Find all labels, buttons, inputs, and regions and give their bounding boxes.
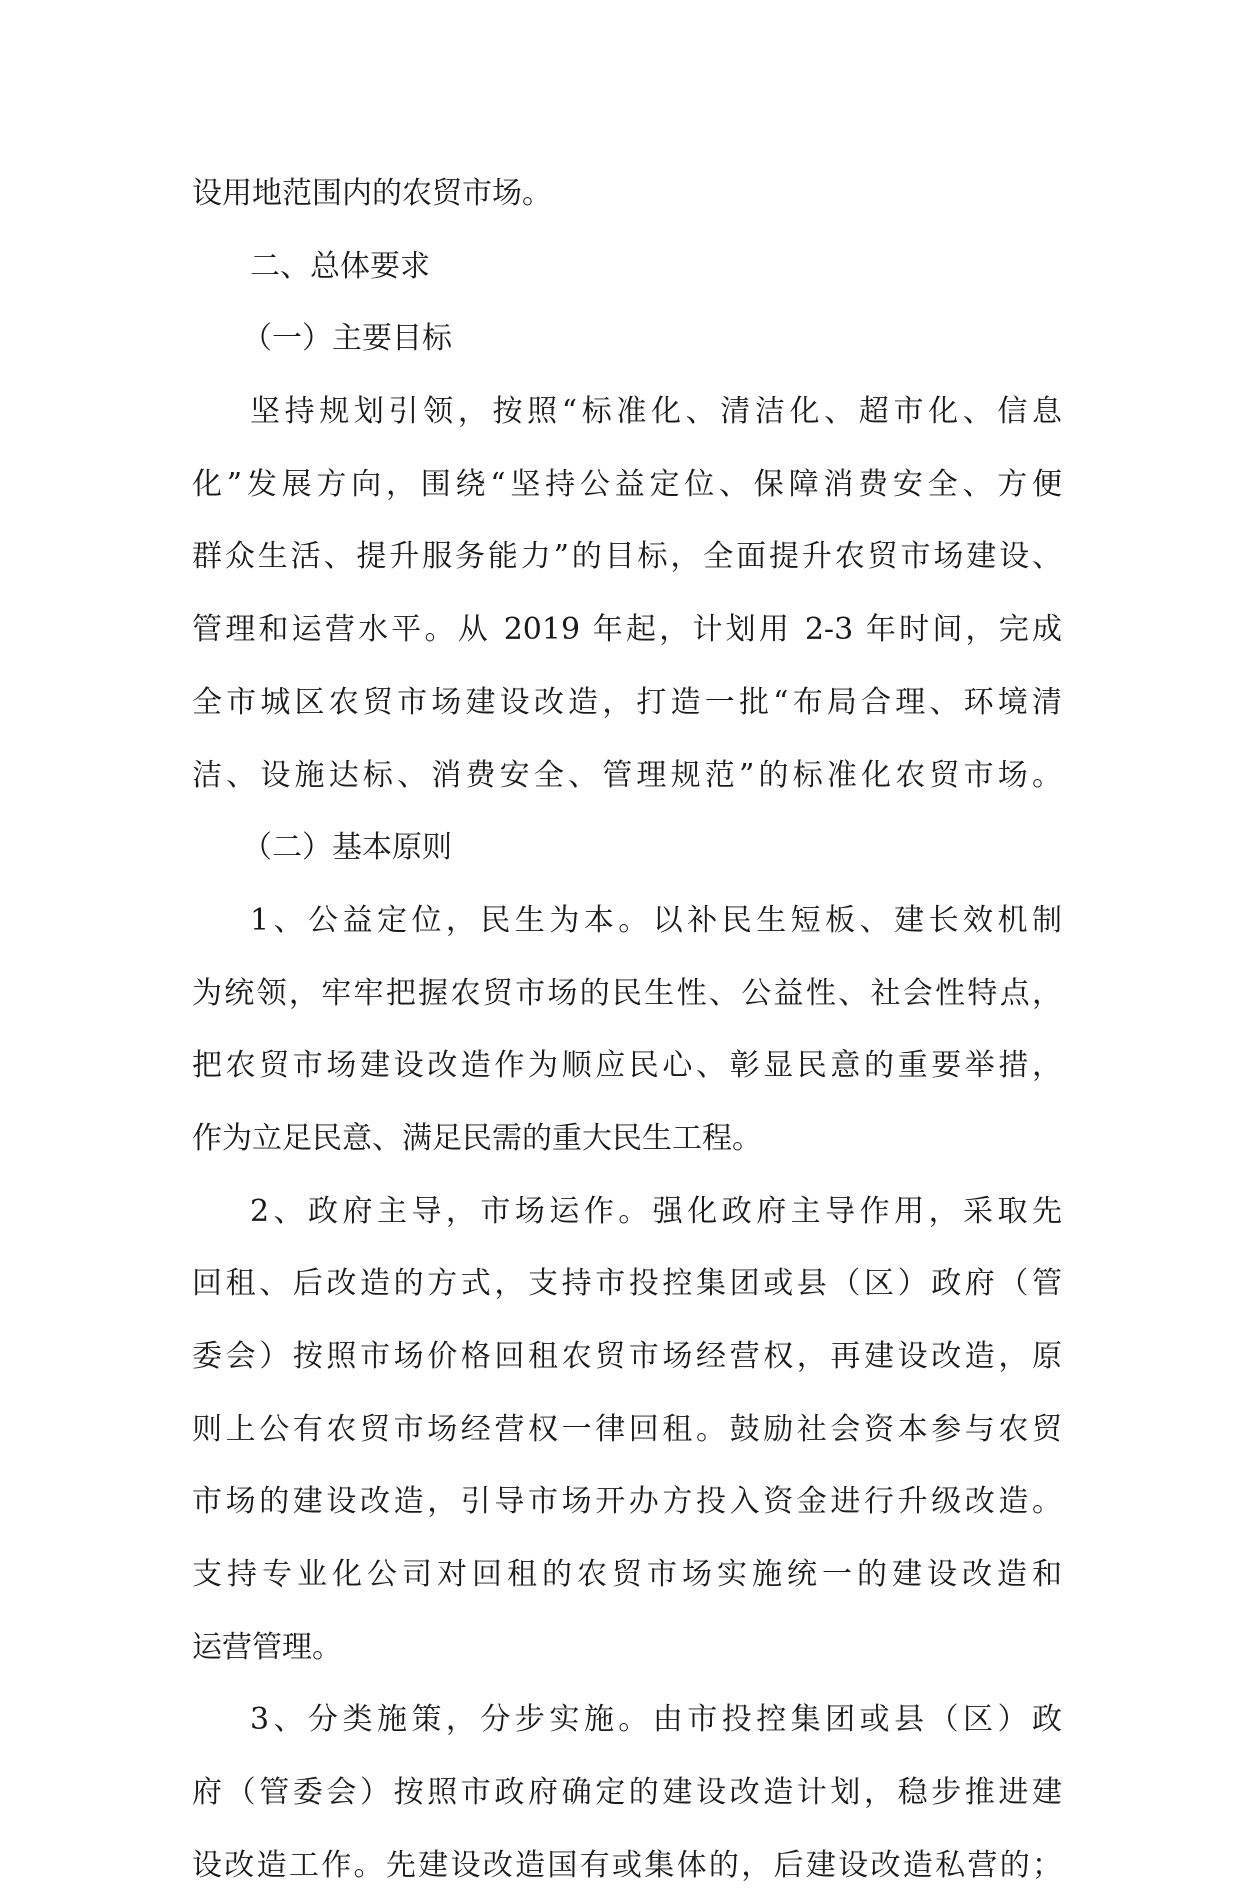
paragraph-line: 支持专业化公司对回租的农贸市场实施统一的建设改造和: [192, 1557, 1062, 1593]
paragraph-line: 洁、设施达标、消费安全、管理规范”的标准化农贸市场。: [192, 757, 1062, 793]
document-page: [192, 158, 1062, 1903]
paragraph-line: 化”发展方向，围绕“坚持公益定位、保障消费安全、方便: [192, 466, 1062, 502]
paragraph-line: 回租、后改造的方式，支持市投控集团或县（区）政府（管: [192, 1266, 1062, 1302]
paragraph-line: 把农贸市场建设改造作为顺应民心、彰显民意的重要举措，: [192, 1048, 1062, 1084]
paragraph-line: 管理和运营水平。从 2019 年起，计划用 2-3 年时间，完成: [192, 612, 1062, 648]
section-heading: 二、总体要求: [250, 248, 430, 284]
paragraph-line: 设改造工作。先建设改造国有或集体的，后建设改造私营的；: [192, 1847, 1062, 1883]
paragraph-line: 为统领，牢牢把握农贸市场的民生性、公益性、社会性特点，: [192, 975, 1062, 1011]
paragraph-line: 市场的建设改造，引导市场开办方投入资金进行升级改造。: [192, 1484, 1062, 1520]
paragraph-line: 全市城区农贸市场建设改造，打造一批“布局合理、环境清: [192, 684, 1062, 720]
paragraph-line: 1、公益定位，民生为本。以补民生短板、建长效机制: [250, 902, 1062, 938]
paragraph-line: 设用地范围内的农贸市场。: [192, 176, 552, 211]
paragraph-line: 作为立足民意、满足民需的重大民生工程。: [192, 1120, 762, 1156]
paragraph-line: 坚持规划引领，按照“标准化、清洁化、超市化、信息: [250, 394, 1062, 430]
paragraph-line: 委会）按照市场价格回租农贸市场经营权，再建设改造，原: [192, 1339, 1062, 1374]
paragraph-line: 群众生活、提升服务能力”的目标，全面提升农贸市场建设、: [192, 539, 1062, 575]
subsection-heading: （二）基本原则: [242, 830, 452, 866]
paragraph-line: 3、分类施策，分步实施。由市投控集团或县（区）政: [250, 1702, 1062, 1738]
paragraph-line: 府（管委会）按照市政府确定的建设改造计划，稳步推进建: [192, 1775, 1062, 1811]
paragraph-line: 则上公有农贸市场经营权一律回租。鼓励社会资本参与农贸: [192, 1411, 1062, 1447]
paragraph-line: 2、政府主导，市场运作。强化政府主导作用，采取先: [250, 1193, 1062, 1229]
subsection-heading: （一）主要目标: [242, 321, 452, 357]
paragraph-line: 运营管理。: [192, 1629, 342, 1665]
